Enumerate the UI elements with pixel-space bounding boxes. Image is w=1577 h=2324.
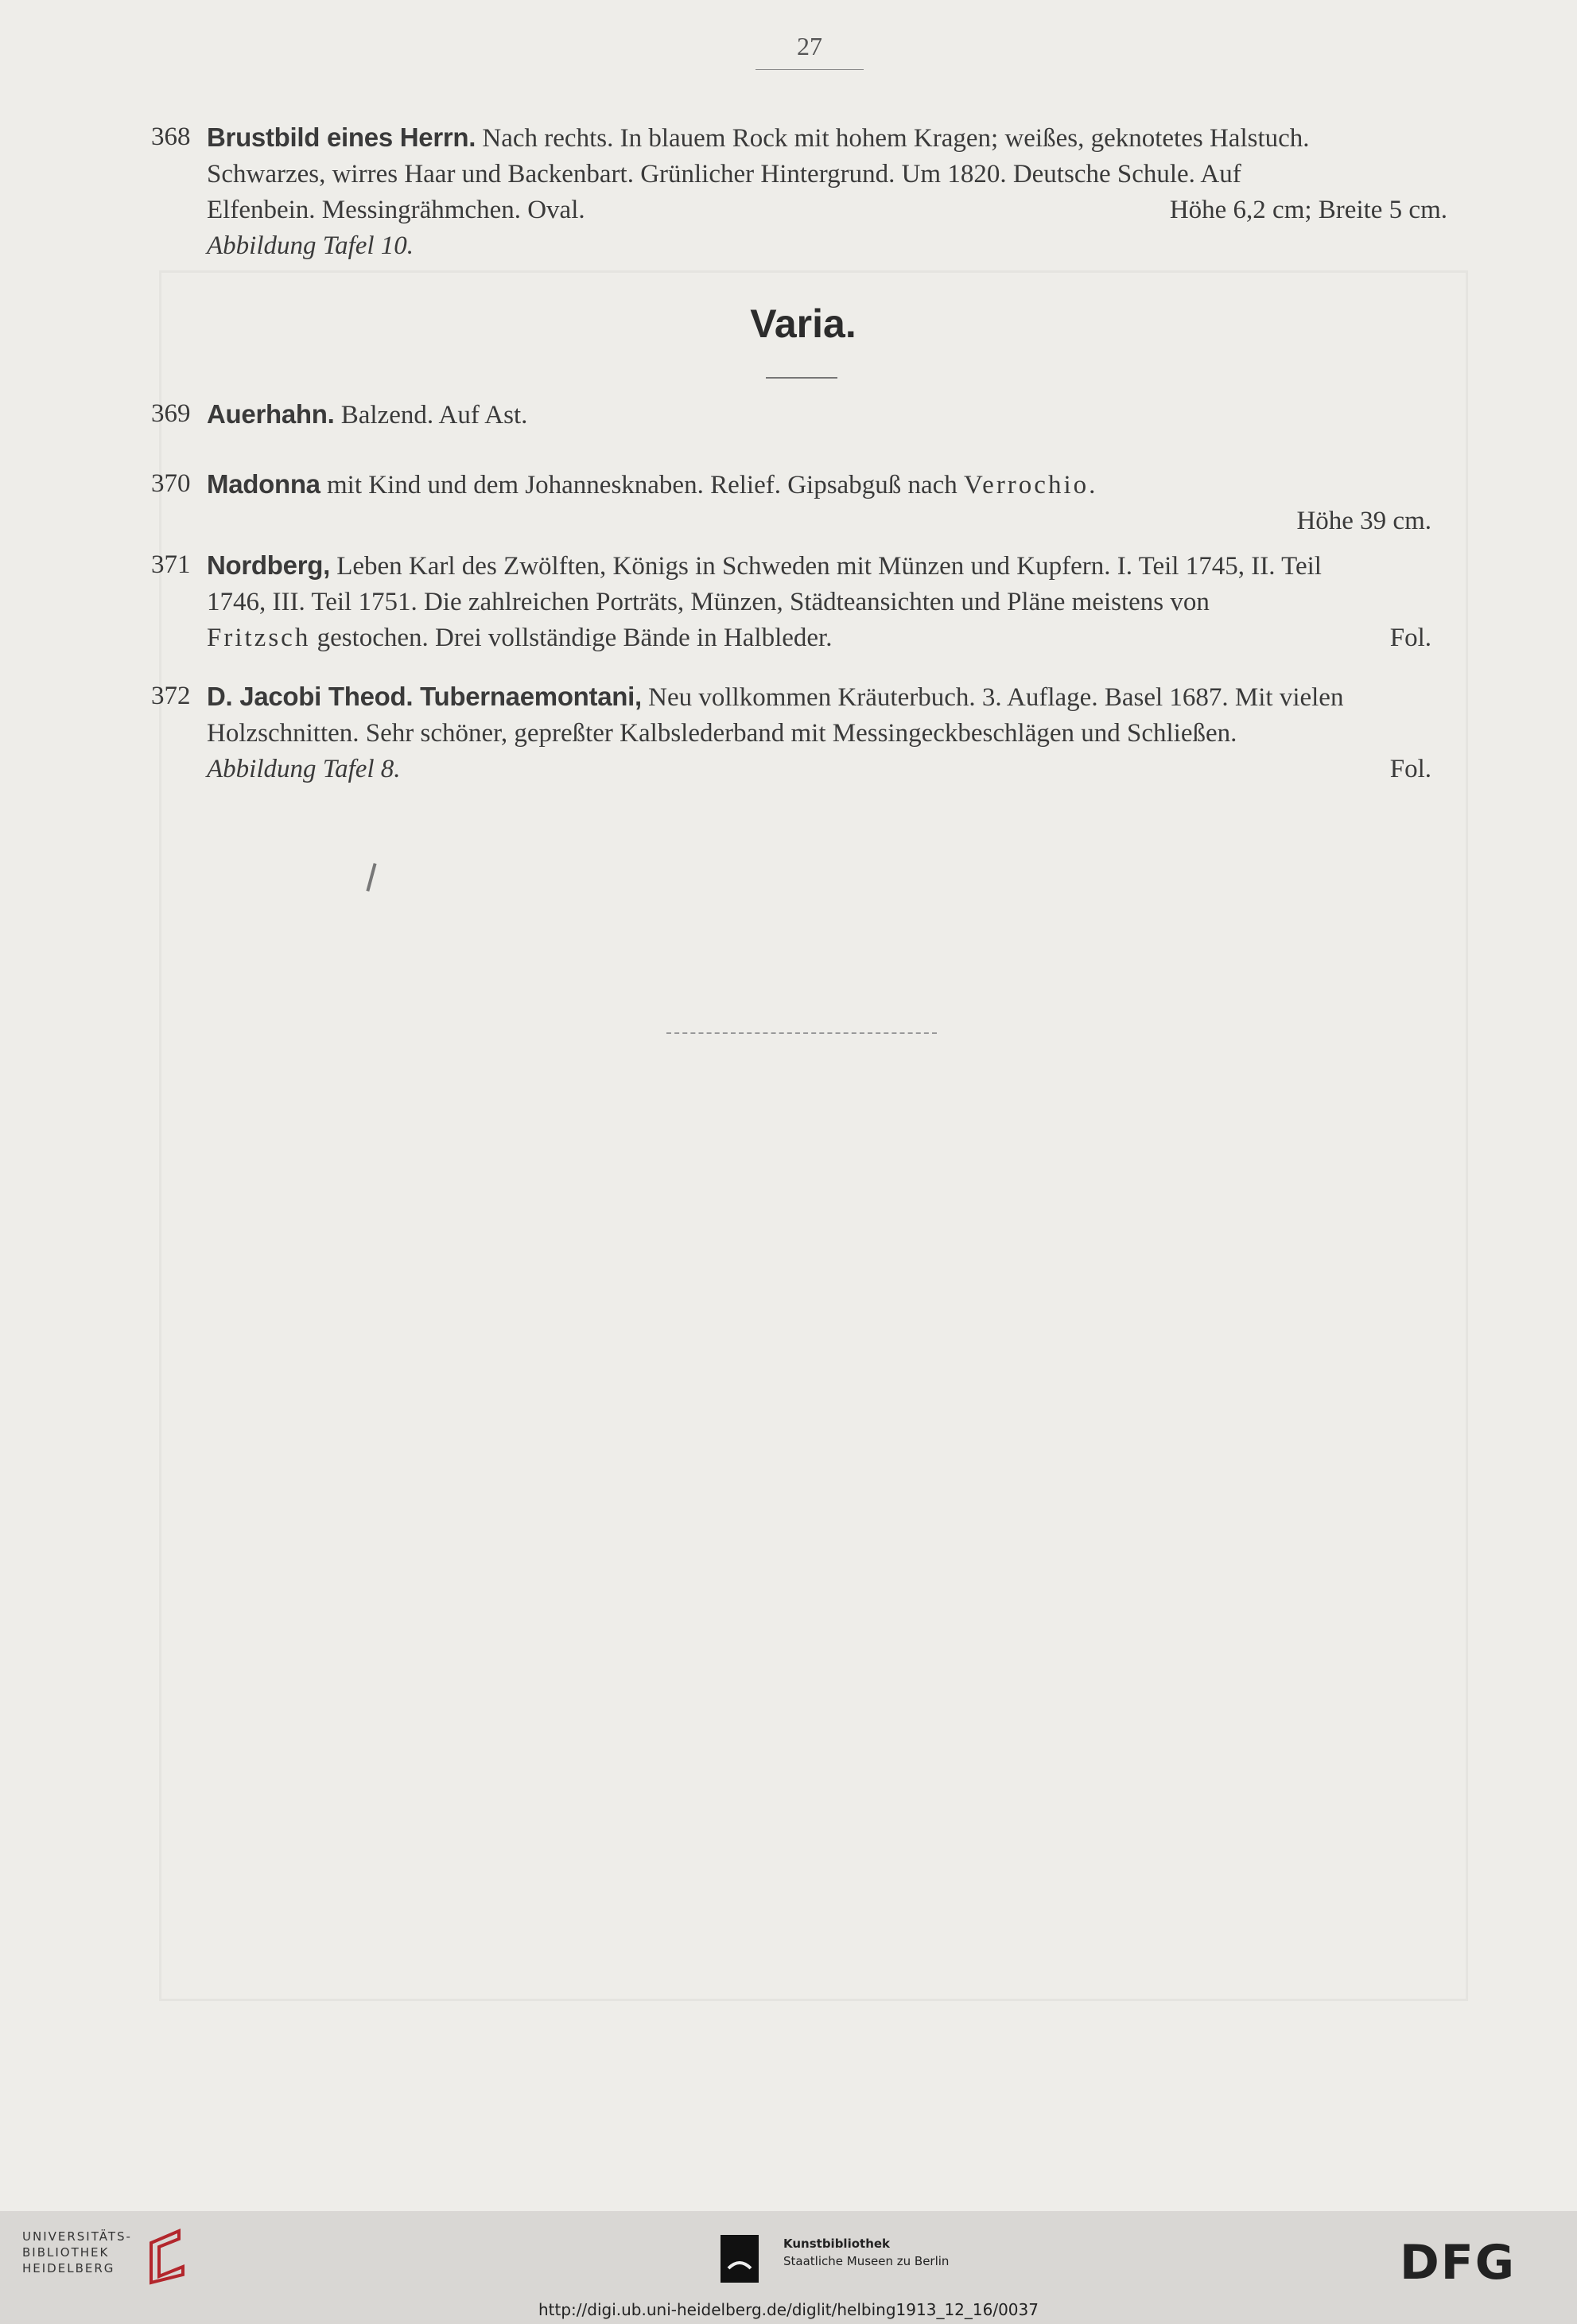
entry-text: Balzend. Auf Ast. — [334, 401, 528, 429]
entry-title: D. Jacobi Theod. Tubernaemontani, — [207, 682, 642, 711]
entry-line — [207, 678, 1463, 716]
entry-line — [207, 466, 1463, 503]
logo-text: UNIVERSITÄTS- — [22, 2229, 132, 2244]
engraver-name: Fritzsch — [207, 624, 311, 652]
entry-title: Nordberg, — [207, 550, 330, 580]
entry-body — [207, 547, 1463, 656]
digitization-footer — [0, 2211, 1577, 2324]
entry-title: Madonna — [207, 469, 320, 499]
entry-number: 371 — [151, 550, 191, 579]
section-rule — [766, 377, 837, 379]
ub-heidelberg-mark-icon — [143, 2227, 191, 2287]
permalink-url[interactable]: http://digi.ub.uni-heidelberg.de/diglit/helbing1913_12_16/0037 — [538, 2300, 1039, 2319]
entry-number: 370 — [151, 469, 191, 498]
section-title: Varia. — [750, 301, 856, 346]
logo-text: BIBLIOTHEK — [22, 2245, 110, 2260]
entry-title: Brustbild eines Herrn. — [207, 122, 476, 152]
entry-text: Leben Karl des Zwölften, Königs in Schweden mit Münzen und Kupfern. I. Teil 1745, II. Teil — [329, 552, 1322, 581]
catalog-entry-372 — [151, 678, 1463, 787]
entry-text: Nach rechts. In blauem Rock mit hohem Kragen; weißes, geknotetes Halstuch. — [476, 124, 1310, 153]
entry-line: Schwarzes, wirres Haar und Backenbart. Grünlicher Hintergrund. Um 1820. Deutsche Schule. Auf — [207, 160, 1241, 188]
catalog-entry-369 — [151, 396, 1463, 433]
kunstbibliothek-logo-icon[interactable] — [721, 2235, 759, 2283]
entry-text: Neu vollkommen Kräuterbuch. 3. Auflage. Basel 1687. Mit vielen — [641, 683, 1344, 712]
format-label: Fol. — [1389, 624, 1431, 652]
entry-number: 369 — [151, 399, 191, 428]
logo-text: HEIDELBERG — [22, 2261, 115, 2275]
entry-line: Holzschnitten. Sehr schöner, gepreßter Kalbslederband mit Messingeckbeschlägen und Schließen. — [207, 719, 1237, 748]
entry-text: gestochen. Drei vollständige Bände in Halbleder. — [310, 624, 833, 652]
end-rule — [666, 1032, 937, 1034]
entry-text-wrap — [207, 620, 832, 656]
entry-body — [207, 396, 1463, 433]
entry-line — [207, 752, 1463, 787]
catalog-entry-371 — [151, 547, 1463, 656]
entry-number: 368 — [151, 122, 191, 151]
kb-title: Kunstbibliothek — [783, 2237, 891, 2251]
entry-line — [207, 620, 1463, 656]
plate-reference: Abbildung Tafel 8. — [207, 755, 401, 783]
kunstbibliothek-label — [783, 2235, 949, 2270]
entry-text: Elfenbein. Messingrähmchen. Oval. — [207, 196, 585, 224]
entry-body — [207, 466, 1463, 539]
entry-title: Auerhahn. — [207, 399, 335, 429]
plate-reference: Abbildung Tafel 10. — [207, 231, 414, 260]
entry-text: mit Kind und dem Johannesknaben. Relief. Gipsabguß nach — [320, 471, 964, 499]
format-label: Fol. — [1389, 755, 1431, 783]
entry-line — [207, 547, 1463, 585]
entry-body — [207, 678, 1463, 787]
entry-line — [207, 192, 1463, 228]
entry-body — [207, 119, 1463, 264]
page-number: 27 — [797, 32, 822, 60]
page-number-rule — [755, 69, 864, 70]
dfg-logo[interactable]: DFG — [1400, 2235, 1517, 2291]
entry-dimensions: Höhe 39 cm. — [1296, 507, 1431, 535]
artist-name: Verrochio. — [964, 471, 1098, 499]
entry-line — [207, 119, 1463, 157]
ub-heidelberg-logo[interactable] — [22, 2229, 132, 2276]
kb-subtitle: Staatliche Museen zu Berlin — [783, 2254, 950, 2268]
entry-dimensions: Höhe 6,2 cm; Breite 5 cm. — [1169, 196, 1447, 224]
entry-line: 1746, III. Teil 1751. Die zahlreichen Porträts, Münzen, Städteansichten und Pläne meistens von — [207, 588, 1210, 616]
entry-number: 372 — [151, 682, 191, 710]
catalog-entry-368 — [151, 119, 1463, 264]
catalog-entry-370 — [151, 466, 1463, 539]
